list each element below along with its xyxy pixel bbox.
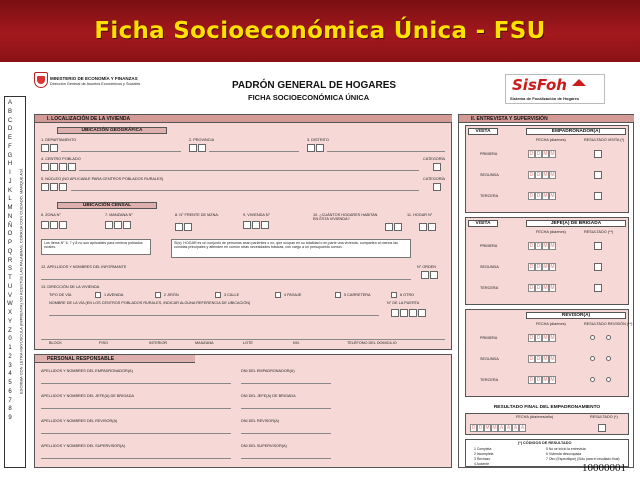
visit-resultado-label: RESULTADO VISITA (*) xyxy=(584,138,625,142)
codes-header: (*) CÓDIGOS DE RESULTADO xyxy=(518,441,572,445)
final-result-box xyxy=(465,413,629,435)
visit-block xyxy=(465,125,629,213)
personal-dni-input[interactable] xyxy=(241,458,331,459)
date-placeholder: M xyxy=(550,356,555,362)
letter-guide-strip xyxy=(4,96,26,468)
date-placeholder: M xyxy=(543,335,548,341)
visit-label: VISITA xyxy=(468,128,498,135)
label-manzana: 7. MANZANA N° xyxy=(105,213,133,217)
date-placeholder: M xyxy=(550,377,555,383)
date-placeholder: D xyxy=(529,172,534,178)
personal-dni-input[interactable] xyxy=(241,383,331,384)
guide-letter: N xyxy=(7,213,13,220)
result-code: 6 Vivienda desocupada xyxy=(546,452,582,456)
address-field-label: INTERIOR xyxy=(149,341,168,345)
section-entrevista-title: II. ENTREVISTA Y SUPERVISIÓN xyxy=(459,115,634,123)
departamento-line xyxy=(61,151,181,152)
zona-boxes[interactable] xyxy=(41,221,68,229)
visit-row-label: TERCERA xyxy=(480,194,499,198)
provincia-line xyxy=(209,151,299,152)
date-placeholder: D xyxy=(536,335,541,341)
frente-boxes[interactable] xyxy=(175,223,193,231)
result-box[interactable] xyxy=(594,150,603,158)
final-date-placeholder: D xyxy=(478,425,483,431)
personal-name-label: APELLIDOS Y NOMBRES DEL SUPERVISOR(A) xyxy=(41,444,126,448)
visit-block xyxy=(465,217,629,305)
note-rural-items: Los ítems N° 6, 7 y 8 no son aplicables para centros poblados rurales. xyxy=(41,239,151,255)
guide-letter: 4 xyxy=(8,371,12,378)
date-placeholder: M xyxy=(543,151,548,157)
final-date-placeholder: D xyxy=(471,425,476,431)
guide-letter: 3 xyxy=(8,362,12,369)
final-date-boxes[interactable] xyxy=(470,424,526,432)
provincia-boxes[interactable] xyxy=(189,144,207,152)
result-code: 3 Rechazo xyxy=(474,457,491,461)
tipo-via-label: 2 JIRÓN xyxy=(164,293,179,297)
tipo-via-checkbox[interactable] xyxy=(275,292,281,298)
guide-letter: A xyxy=(7,100,12,106)
slide-title-bar xyxy=(0,0,640,62)
ministry-name: MINISTERIO DE ECONOMÍA Y FINANZAS xyxy=(50,76,138,81)
result-box[interactable] xyxy=(594,171,603,179)
fsu-form-sheet xyxy=(0,62,640,480)
bottom-fields-line xyxy=(41,339,445,340)
date-placeholder: M xyxy=(543,172,548,178)
visit-row-label: PRIMERA xyxy=(480,336,498,340)
departamento-boxes[interactable] xyxy=(41,144,59,152)
guide-letter: E xyxy=(7,135,12,141)
date-placeholder: D xyxy=(529,335,534,341)
address-field-label: KM. xyxy=(293,341,300,345)
personal-name-label: APELLIDOS Y NOMBRES DEL REVISOR(A) xyxy=(41,419,118,423)
note-hogar-definition: Si(s): HOGAR es un conjunto de personas sean parientes o no, que ocupan en su totalidad o en parte una vivienda, comparten al menos las comidas principales y atienden en común otras necesidades básicas, con cargo a un presupuesto común. xyxy=(171,239,411,258)
date-placeholder: D xyxy=(536,172,541,178)
visit-row-label: TERCERA xyxy=(480,378,499,382)
label-informante: 12. APELLIDOS Y NOMBRES DEL INFORMANTE xyxy=(41,265,127,269)
visit-date-boxes[interactable] xyxy=(528,171,556,179)
visit-row-label: SEGUNDA xyxy=(480,357,499,361)
letter-guide-list xyxy=(6,99,14,423)
guide-letter: K xyxy=(7,187,12,194)
puerta-boxes[interactable] xyxy=(391,309,427,317)
date-placeholder: M xyxy=(550,193,555,199)
visit-resultado-label: RESULTADO REVISIÓN (**) xyxy=(584,322,633,326)
section-localizacion-title: I. LOCALIZACIÓN DE LA VIVIENDA xyxy=(35,115,452,123)
visit-row-label: PRIMERA xyxy=(480,152,498,156)
guide-letter: V xyxy=(7,292,12,299)
guide-letter: M xyxy=(7,205,13,211)
label-distrito: 3. DISTRITO xyxy=(307,138,329,142)
address-field-label: PISO xyxy=(99,341,109,345)
result-box[interactable] xyxy=(594,284,603,292)
personal-dni-label: DNI DEL SUPERVISOR(A) xyxy=(241,444,287,448)
guide-letter: F xyxy=(8,143,12,150)
ministry-subtitle: Dirección General de Asuntos Económicos y Sociales xyxy=(50,82,141,86)
label-categoria-2: CATEGORÍA xyxy=(423,177,446,181)
result-circle[interactable] xyxy=(606,335,611,340)
address-field-label: TELÉFONO DEL DOMICILIO xyxy=(347,341,397,345)
personal-name-input[interactable] xyxy=(41,383,231,384)
guide-letter: 7 xyxy=(8,397,12,404)
result-code: 4 Ausente xyxy=(474,462,490,466)
guide-letter: L xyxy=(8,196,12,203)
result-box[interactable] xyxy=(594,192,603,200)
date-placeholder: D xyxy=(529,377,534,383)
address-field-label: MANZANA xyxy=(195,341,214,345)
visit-label: VISITA xyxy=(468,220,498,227)
personal-name-input[interactable] xyxy=(41,458,231,459)
guide-letter: S xyxy=(7,266,12,273)
guide-letter: X xyxy=(7,310,12,316)
guide-letter: P xyxy=(7,240,12,246)
label-direccion: 13. DIRECCIÓN DE LA VIVIENDA xyxy=(41,285,100,289)
hogares-boxes[interactable] xyxy=(385,223,403,231)
date-placeholder: D xyxy=(529,243,534,249)
nucleo-line xyxy=(71,190,419,191)
writing-instructions-text: ESCRIBA CON LETRA MAYÚSCULA (IMPRENTA) NO ACENTÚE LAS PALABRAS, CORRIJA CON CUIDADO, MARQUE ASÍ xyxy=(18,169,24,394)
date-placeholder: D xyxy=(536,264,541,270)
address-field-label: LOTE xyxy=(243,341,253,345)
personal-name-label: APELLIDOS Y NOMBRES DEL EMPADRONADOR(A) xyxy=(41,369,133,373)
label-categoria: CATEGORÍA xyxy=(423,157,446,161)
tipo-via-label: 4 PASAJE xyxy=(284,293,302,297)
guide-letter: I xyxy=(9,170,11,176)
visit-row-label: PRIMERA xyxy=(480,244,498,248)
hogar-boxes[interactable] xyxy=(419,223,437,231)
result-box[interactable] xyxy=(594,263,603,271)
result-code: 7 Otro (Especifique) (Sólo para el resultado final) xyxy=(546,457,620,461)
result-circle[interactable] xyxy=(606,377,611,382)
visit-date-boxes[interactable] xyxy=(528,192,556,200)
final-date-placeholder: M xyxy=(492,425,497,431)
guide-letter: R xyxy=(7,257,13,264)
guide-letter: C xyxy=(7,117,13,124)
date-placeholder: M xyxy=(550,335,555,341)
visit-row-label: SEGUNDA xyxy=(480,265,499,269)
manzana-boxes[interactable] xyxy=(105,221,132,229)
date-placeholder: D xyxy=(529,193,534,199)
serial-number: 10000001 xyxy=(582,462,626,474)
date-placeholder: M xyxy=(543,285,548,291)
date-placeholder: M xyxy=(550,243,555,249)
visit-role-header: REVISOR(A) xyxy=(526,312,626,319)
address-field-label: BLOCK xyxy=(49,341,62,345)
guide-letter: 5 xyxy=(8,380,12,386)
result-circle[interactable] xyxy=(590,356,595,361)
date-placeholder: D xyxy=(529,264,534,270)
date-placeholder: D xyxy=(536,151,541,157)
visit-block xyxy=(465,309,633,397)
visit-fecha-label: FECHA (día/mes) xyxy=(536,230,566,234)
date-placeholder: M xyxy=(543,243,548,249)
visit-role-header: EMPADRONADOR(A) xyxy=(526,128,626,135)
date-placeholder: M xyxy=(543,377,548,383)
date-placeholder: M xyxy=(550,264,555,270)
label-tipo-via: TIPO DE VÍA xyxy=(49,293,72,297)
final-date-placeholder: A xyxy=(520,425,525,431)
logo-house-icon xyxy=(572,79,586,86)
result-code: 2 Incompleta xyxy=(474,452,494,456)
tipo-via-checkbox[interactable] xyxy=(215,292,221,298)
form-main-title: PADRÓN GENERAL DE HOGARES xyxy=(232,80,397,91)
guide-letter: 9 xyxy=(8,415,12,421)
categoria-box-2[interactable] xyxy=(433,183,442,191)
visit-date-boxes[interactable] xyxy=(528,263,556,271)
centro-poblado-boxes[interactable] xyxy=(41,163,77,171)
visit-row-label: TERCERA xyxy=(480,286,499,290)
date-placeholder: D xyxy=(536,285,541,291)
personal-dni-label: DNI DEL REVISOR(A) xyxy=(241,419,280,423)
date-placeholder: D xyxy=(529,356,534,362)
label-hogar: 11. HOGAR N° xyxy=(407,213,433,217)
nucleo-boxes[interactable] xyxy=(41,183,68,191)
informante-line xyxy=(41,279,411,280)
label-zona: 6. ZONA N° xyxy=(41,213,61,217)
personal-name-input[interactable] xyxy=(41,433,231,434)
guide-letter: Q xyxy=(7,248,13,255)
final-date-placeholder: A xyxy=(499,425,504,431)
personal-dni-input[interactable] xyxy=(241,433,331,434)
result-code: 1 Completa xyxy=(474,447,492,451)
label-provincia: 2. PROVINCIA xyxy=(189,138,215,142)
result-box[interactable] xyxy=(594,242,603,250)
tipo-via-label: 6 OTRO xyxy=(400,293,415,297)
guide-letter: 6 xyxy=(8,388,12,395)
guide-letter: G xyxy=(7,152,13,159)
personal-dni-label: DNI DEL JEFE(A) DE BRIGADA xyxy=(241,394,296,398)
tipo-via-checkbox[interactable] xyxy=(95,292,101,298)
label-centro-poblado: 4. CENTRO POBLADO xyxy=(41,157,81,161)
sisfoh-logo-text: SisFoh xyxy=(512,76,567,94)
tipo-via-label: 3 CALLE xyxy=(224,293,240,297)
label-nucleo: 5. NÚCLEO (NO APLICABLE PARA CENTROS POBLADOS RURALES) xyxy=(41,177,164,181)
date-placeholder: D xyxy=(536,193,541,199)
date-placeholder: M xyxy=(543,264,548,270)
guide-letter: 2 xyxy=(8,353,12,360)
section-entrevista xyxy=(458,114,634,468)
guide-letter: D xyxy=(7,126,13,133)
guide-letter: 1 xyxy=(8,345,12,351)
categoria-box[interactable] xyxy=(433,163,442,171)
slide-title: Ficha Socioeconómica Única - FSU xyxy=(94,18,546,44)
visit-row-label: SEGUNDA xyxy=(480,173,499,177)
final-date-placeholder: M xyxy=(485,425,490,431)
tipo-via-label: 5 CARRETERA xyxy=(344,293,371,297)
result-circle[interactable] xyxy=(590,335,595,340)
date-placeholder: D xyxy=(536,243,541,249)
guide-letter: Z xyxy=(8,327,12,334)
final-result-box-input[interactable] xyxy=(598,424,607,432)
visit-date-boxes[interactable] xyxy=(528,334,556,342)
geo-header: UBICACIÓN GEOGRÁFICA xyxy=(57,127,167,134)
guide-letter: Ñ xyxy=(7,222,13,229)
sisfoh-logo-sub: Sistema de Focalización de Hogares xyxy=(510,96,580,101)
date-placeholder: D xyxy=(529,151,534,157)
date-placeholder: D xyxy=(536,356,541,362)
guide-letter: H xyxy=(7,161,13,168)
censal-header: UBICACIÓN CENSAL xyxy=(57,202,157,209)
visit-resultado-label: RESULTADO (**) xyxy=(584,230,614,234)
label-departamento: 1. DEPARTAMENTO xyxy=(41,138,77,142)
guide-letter: J xyxy=(8,178,12,185)
form-sub-title: FICHA SOCIOECONÓMICA ÚNICA xyxy=(248,93,370,102)
date-placeholder: D xyxy=(529,285,534,291)
personal-dni-label: DNI DEL EMPADRONADOR(A) xyxy=(241,369,295,373)
visit-date-boxes[interactable] xyxy=(528,376,556,384)
visit-fecha-label: FECHA (día/mes) xyxy=(536,322,566,326)
visit-fecha-label: FECHA (día/mes) xyxy=(536,138,566,142)
label-puerta: N° DE LA PUERTA xyxy=(387,301,420,305)
result-code: 5 No se inició la entrevista xyxy=(546,447,586,451)
section-localizacion xyxy=(34,114,452,350)
centro-poblado-line xyxy=(79,170,419,171)
final-fecha-label: FECHA (día/mes/año) xyxy=(516,415,554,419)
visit-date-boxes[interactable] xyxy=(528,150,556,158)
tipo-via-checkbox[interactable] xyxy=(155,292,161,298)
via-line xyxy=(49,315,379,316)
writing-instructions xyxy=(17,103,25,463)
section-personal-title: PERSONAL RESPONSABLE xyxy=(35,355,195,363)
result-circle[interactable] xyxy=(606,356,611,361)
label-orden: N° ORDEN xyxy=(417,265,437,269)
visit-role-header: JEFE(A) DE BRIGADA xyxy=(526,220,626,227)
label-nombre-via: NOMBRE DE LA VÍA (EN LOS CENTROS POBLADOS RURALES, INDICAR ALGUNA REFERENCIA DE UBICACIÓN) xyxy=(49,301,251,305)
vivienda-boxes[interactable] xyxy=(243,221,270,229)
date-placeholder: D xyxy=(536,377,541,383)
date-placeholder: M xyxy=(550,285,555,291)
guide-letter: 0 xyxy=(8,336,12,343)
tipo-via-label: 1 AVENIDA xyxy=(104,293,124,297)
date-placeholder: M xyxy=(543,356,548,362)
date-placeholder: M xyxy=(550,151,555,157)
final-res-label: RESULTADO (*) xyxy=(590,415,618,419)
date-placeholder: M xyxy=(550,172,555,178)
label-hogares: 10. ¿CUÁNTOS HOGARES HABITAN EN ESTA VIVIENDA? xyxy=(313,213,378,221)
visit-date-boxes[interactable] xyxy=(528,242,556,250)
distrito-line xyxy=(327,151,445,152)
distrito-boxes[interactable] xyxy=(307,144,325,152)
tipo-via-checkbox[interactable] xyxy=(391,292,397,298)
sisfoh-logo xyxy=(505,74,605,104)
guide-letter: W xyxy=(7,301,13,308)
visit-date-boxes[interactable] xyxy=(528,355,556,363)
section-personal xyxy=(34,354,452,468)
guide-letter: B xyxy=(7,108,12,115)
personal-name-label: APELLIDOS Y NOMBRES DEL JEFE(A) DE BRIGADA xyxy=(41,394,134,398)
tipo-via-checkbox[interactable] xyxy=(335,292,341,298)
guide-letter: 8 xyxy=(8,406,12,413)
peru-shield-icon xyxy=(34,72,48,88)
final-date-placeholder: A xyxy=(506,425,511,431)
label-vivienda: 9. VIVIENDA N° xyxy=(243,213,271,217)
visit-date-boxes[interactable] xyxy=(528,284,556,292)
label-frente: 8. N° FRENTE DE MZNA. xyxy=(175,213,219,217)
orden-boxes[interactable] xyxy=(421,271,439,279)
personal-name-input[interactable] xyxy=(41,408,231,409)
personal-dni-input[interactable] xyxy=(241,408,331,409)
guide-letter: O xyxy=(7,231,13,238)
date-placeholder: M xyxy=(543,193,548,199)
final-result-header: RESULTADO FINAL DEL EMPADRONAMIENTO xyxy=(465,405,629,412)
guide-letter: Y xyxy=(7,318,12,325)
guide-letter: T xyxy=(8,275,12,281)
result-circle[interactable] xyxy=(590,377,595,382)
final-date-placeholder: A xyxy=(513,425,518,431)
guide-letter: U xyxy=(7,283,13,290)
